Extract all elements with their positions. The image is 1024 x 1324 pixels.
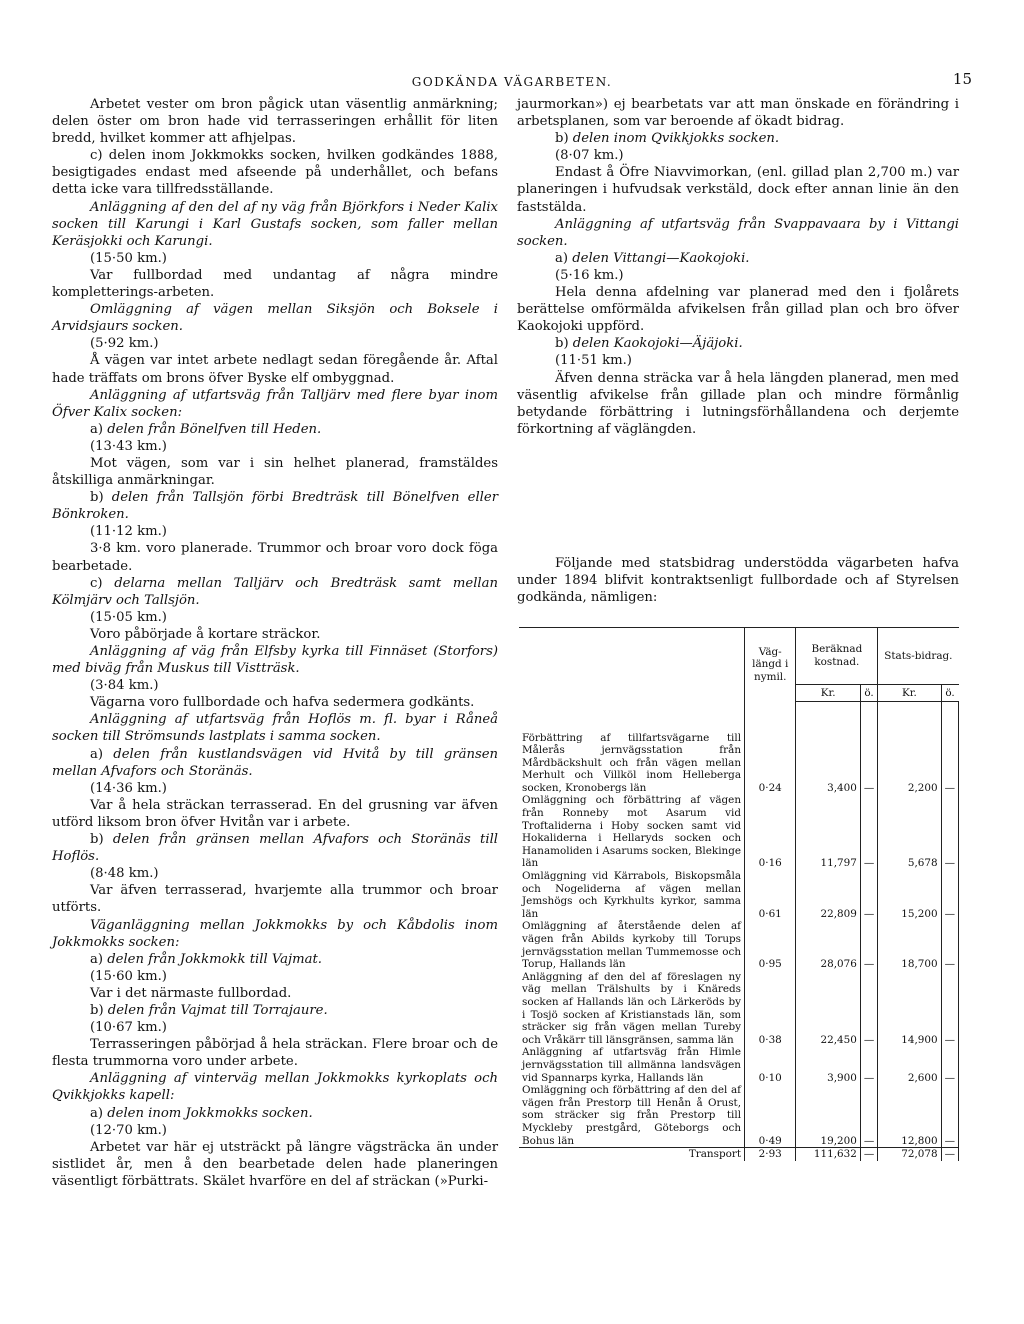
paragraph-text: delarna mellan Talljärv och Bredträsk samt mellan Kölmjärv och Tallsjön. [52,575,498,608]
table-header-cost-kr: Kr. [796,685,860,702]
row-length: 0·10 [745,1046,796,1084]
row-description: Omläggning vid Kärrabols, Biskopsmåla och Nogeliderna af vägen mellan Jemshögs och Kyrkhults kyrkor, samma län [522,870,742,920]
row-grant-ore: — [941,1046,958,1084]
row-description: Förbättring af tillfartsvägarne till Målerås jernvägsstation från Mårdbäckshult och från vägen mellan Merhult och Villköl inom Helleberga socken, Kronobergs län [522,731,742,794]
row-grant-ore: — [941,794,958,870]
paragraph [517,130,959,147]
grant-table [519,627,959,1161]
row-cost: 22,809 [796,870,860,920]
paragraph: (11·12 km.) [90,524,167,540]
left-column [52,96,498,1190]
row-cost: 22,450 [796,971,860,1047]
total-grant-ore: — [941,1148,958,1161]
paragraph [52,1105,498,1122]
paragraph [52,575,498,609]
paragraph: Endast å Öfre Niavvimorkan, (enl. gillad plan 2,700 m.) var planeringen i hufvudsak verkstäld, dock efter annan linie än den faststälda. [517,165,959,215]
paragraph: Hela denna afdelning var planerad med den i fjolårets berättelse omförmälda afvikelsen från gillad plan och bro öfver Kaokojoki uppförd. [517,285,959,335]
paragraph: (15·60 km.) [90,968,167,984]
total-length: 2·93 [745,1148,796,1161]
table-row [519,702,959,795]
paragraph: (5·16 km.) [555,267,624,283]
table-header-blank [519,628,745,702]
row-grant: 2,200 [878,702,941,795]
paragraph: Anläggning af den del af ny väg från Björkfors i Neder Kalix socken till Karungi i Karl Gustafs socken, som faller mellan Keräsjokki och Karungi. [52,199,498,249]
paragraph: Var äfven terrasserad, hvarjemte alla trummor och broar utförts. [52,883,498,916]
paragraph: c) delen inom Jokkmokks socken, hvilken godkändes 1888, besigtigades endast med afseende på underhållet, och befans detta icke vara tillfredsställande. [52,148,498,198]
total-cost-ore: — [860,1148,877,1161]
row-cost-ore: — [860,920,877,970]
table-total-row [519,1148,959,1161]
row-description: Omläggning och förbättring af vägen från Ronneby mot Asarum vid Troftaliderna i Hoby socken samt vid Hokaliderna i Hellaryds socken och Hanamoliden i Asarums socken, Blekinge län [522,794,742,870]
paragraph-text: delen från Jokkmokk till Vajmat. [107,951,322,967]
row-grant: 5,678 [878,794,941,870]
paragraph-marker: a) [555,250,573,266]
paragraph: (12·70 km.) [90,1122,167,1138]
row-cost-ore: — [860,702,877,795]
paragraph-marker: a) [90,421,108,437]
table-row [519,1046,959,1084]
paragraph-text: delen från gränsen mellan Afvafors och Storänäs till Hoflös. [52,832,499,865]
paragraph-marker: b) [90,1002,108,1018]
row-grant-ore: — [941,920,958,970]
paragraph: (13·43 km.) [90,438,167,454]
paragraph: Var i det närmaste fullbordad. [90,985,292,1001]
paragraph: (15·50 km.) [90,250,167,266]
row-cost-ore: — [860,870,877,920]
paragraph: Anläggning af utfartsväg från Hoflös m. fl. byar i Råneå socken till Strömsunds lastplats i samma socken. [52,712,498,745]
row-cost: 19,200 [796,1084,860,1147]
paragraph: Äfven denna sträcka var å hela längden planerad, men med väsentlig afvikelse från gillade plan och mindre förmånlig betydande förbättring i lutningsförhållandena och derjemte förkortning af väglängden. [517,370,959,437]
row-length: 0·16 [745,794,796,870]
row-description: Omläggning och förbättring af den del af vägen från Prestorp till Henån å Orust, som sträcker sig från Prestorp till Myckleby prestgård, Göteborgs och Bohus län [522,1084,742,1147]
row-description: Anläggning af utfartsväg från Himle jernvägsstation till allmänna landsvägen vid Spannarps kyrka, Hallands län [522,1046,742,1084]
right-column [517,96,959,438]
paragraph: (5·92 km.) [90,336,159,352]
table-row [519,870,959,920]
paragraph [517,335,959,352]
row-cost: 11,797 [796,794,860,870]
paragraph: Anläggning af utfartsväg från Talljärv med flere byar inom Öfver Kalix socken: [52,387,498,420]
paragraph [517,250,959,267]
row-length: 0·24 [745,702,796,795]
table-header-cost-ore: ö. [860,685,877,702]
total-grant: 72,078 [878,1148,941,1161]
row-grant-ore: — [941,1084,958,1147]
paragraph-text: delen inom Qvikkjokks socken. [572,131,780,147]
paragraph: jaurmorkan») ej bearbetats var att man önskade en förändring i arbetsplanen, som var beroende af ökadt bidrag. [517,97,959,130]
row-grant: 15,200 [878,870,941,920]
row-cost-ore: — [860,794,877,870]
total-cost: 111,632 [796,1148,860,1161]
paragraph: Anläggning af utfartsväg från Svappavaara by i Vittangi socken. [517,216,959,249]
paragraph-marker: b) [555,131,573,147]
paragraph: (3·84 km.) [90,678,159,694]
table-row [519,794,959,870]
paragraph [52,421,498,438]
paragraph-marker: b) [90,832,113,848]
row-cost-ore: — [860,1084,877,1147]
table-row [519,920,959,970]
row-cost: 28,076 [796,920,860,970]
row-cost: 3,400 [796,702,860,795]
row-grant: 2,600 [878,1046,941,1084]
paragraph: (15·05 km.) [90,609,167,625]
paragraph-marker: b) [90,490,112,506]
row-description: Omläggning af återstående delen af vägen från Abilds kyrkoby till Torups jernvägsstation mellan Tummemosse och Torup, Hallands län [522,920,742,971]
paragraph-text: delen från Tallsjön förbi Bredträsk till Bönelfven eller Bönkroken. [52,490,498,523]
table-header-grant-kr: Kr. [878,685,941,702]
paragraph [52,489,498,523]
row-grant-ore: — [941,971,958,1047]
table-header-cost: Beräknad kostnad. [796,628,878,685]
paragraph: Terrasseringen påbörjad å hela sträckan. Flere broar och de flesta trummorna voro under arbete. [52,1037,498,1070]
paragraph-text: delen från Vajmat till Torrajaure. [107,1002,328,1018]
paragraph-text: delen från Bönelfven till Heden. [107,421,322,437]
paragraph: Vägarna voro fullbordade och hafva sedermera godkänts. [90,695,475,711]
page-number: 15 [952,70,972,88]
row-grant: 14,900 [878,971,941,1047]
paragraph: Var å hela sträckan terrasserad. En del grusning var äfven utförd liksom bron öfver Hvitån var i arbete. [52,797,498,830]
paragraph: Väganläggning mellan Jokkmokks by och Kåbdolis inom Jokkmokks socken: [52,917,498,950]
paragraph: Omläggning af vägen mellan Siksjön och Boksele i Arvidsjaurs socken. [52,302,498,335]
row-cost-ore: — [860,971,877,1047]
paragraph: Mot vägen, som var i sin helhet planerad, framstäldes åtskilliga anmärkningar. [52,455,498,489]
paragraph-marker: b) [555,336,573,352]
row-grant-ore: — [941,702,958,795]
row-length: 0·95 [745,920,796,970]
row-grant-ore: — [941,870,958,920]
paragraph-text: delen från kustlandsvägen vid Hvitå by till gränsen mellan Afvafors och Storänäs. [52,746,499,779]
paragraph [52,1002,498,1019]
paragraph: Anläggning af vinterväg mellan Jokkmokks kyrkoplats och Qvikkjokks kapell: [52,1071,498,1104]
row-cost-ore: — [860,1046,877,1084]
running-title: GODKÄNDA VÄGARBETEN. [411,75,613,89]
paragraph: 3·8 km. voro planerade. Trummor och broar voro dock föga bearbetade. [52,541,498,574]
paragraph: (14·36 km.) [90,780,167,796]
paragraph-text: delen Kaokojoki—Äjäjoki. [572,336,743,352]
paragraph [52,746,498,780]
row-description: Anläggning af den del af föreslagen ny väg mellan Trälshults by i Knäreds socken af Hallands län och Lärkeröds by i Tosjö socken af Kristianstads län, som sträcker sig från vägen mellan Tureby och Vråkärr till länsgränsen, samma län [522,970,742,1046]
paragraph [52,831,498,865]
row-length: 0·38 [745,971,796,1047]
table-header-length: Väg-längd i nymil. [745,628,796,702]
paragraph-marker: c) [90,575,115,591]
paragraph: Arbetet vester om bron pågick utan väsentlig anmärkning; delen öster om bron hade vid terrasseringen erhållit för liten bredd, hvilket kommer att afhjelpas. [52,97,498,147]
paragraph: (8·48 km.) [90,866,159,882]
table-row [519,971,959,1047]
paragraph: (10·67 km.) [90,1020,167,1036]
paragraph: Arbetet var här ej utsträckt på längre vägsträcka än under sistlidet år, men å den bearbetade delen hade planeringen väsentligt förbättrats. Skälet hvarföre en del af sträckan (»Purki- [52,1139,498,1189]
row-cost: 3,900 [796,1046,860,1084]
paragraph-marker: a) [90,1105,108,1121]
row-grant: 12,800 [878,1084,941,1147]
paragraph: (11·51 km.) [555,353,632,369]
table-row [519,1084,959,1147]
table-intro: Följande med statsbidrag understödda vägarbeten hafva under 1894 blifvit kontraktsenligt fullbordade och af Styrelsen godkända, nämligen: [517,556,959,606]
paragraph: Å vägen var intet arbete nedlagt sedan föregående år. Aftal hade träffats om brons öfver Byske elf ombyggnad. [52,353,498,386]
row-length: 0·61 [745,870,796,920]
paragraph-marker: a) [90,746,114,762]
paragraph: Var fullbordad med undantag af några mindre kompletterings-arbeten. [52,267,498,301]
paragraph-text: delen inom Jokkmokks socken. [107,1105,313,1121]
paragraph: Anläggning af väg från Elfsby kyrka till Finnäset (Storfors) med biväg från Muskus till Vistträsk. [52,644,498,677]
table-header-grant-ore: ö. [941,685,958,702]
row-grant: 18,700 [878,920,941,970]
table-header-grant: Stats-bidrag. [878,628,959,685]
total-label: Transport [519,1148,745,1161]
paragraph: (8·07 km.) [555,148,624,164]
row-length: 0·49 [745,1084,796,1147]
paragraph-text: delen Vittangi—Kaokojoki. [572,250,750,266]
paragraph [52,951,498,968]
paragraph: Voro påbörjade å kortare sträckor. [90,626,321,642]
paragraph-marker: a) [90,951,108,967]
